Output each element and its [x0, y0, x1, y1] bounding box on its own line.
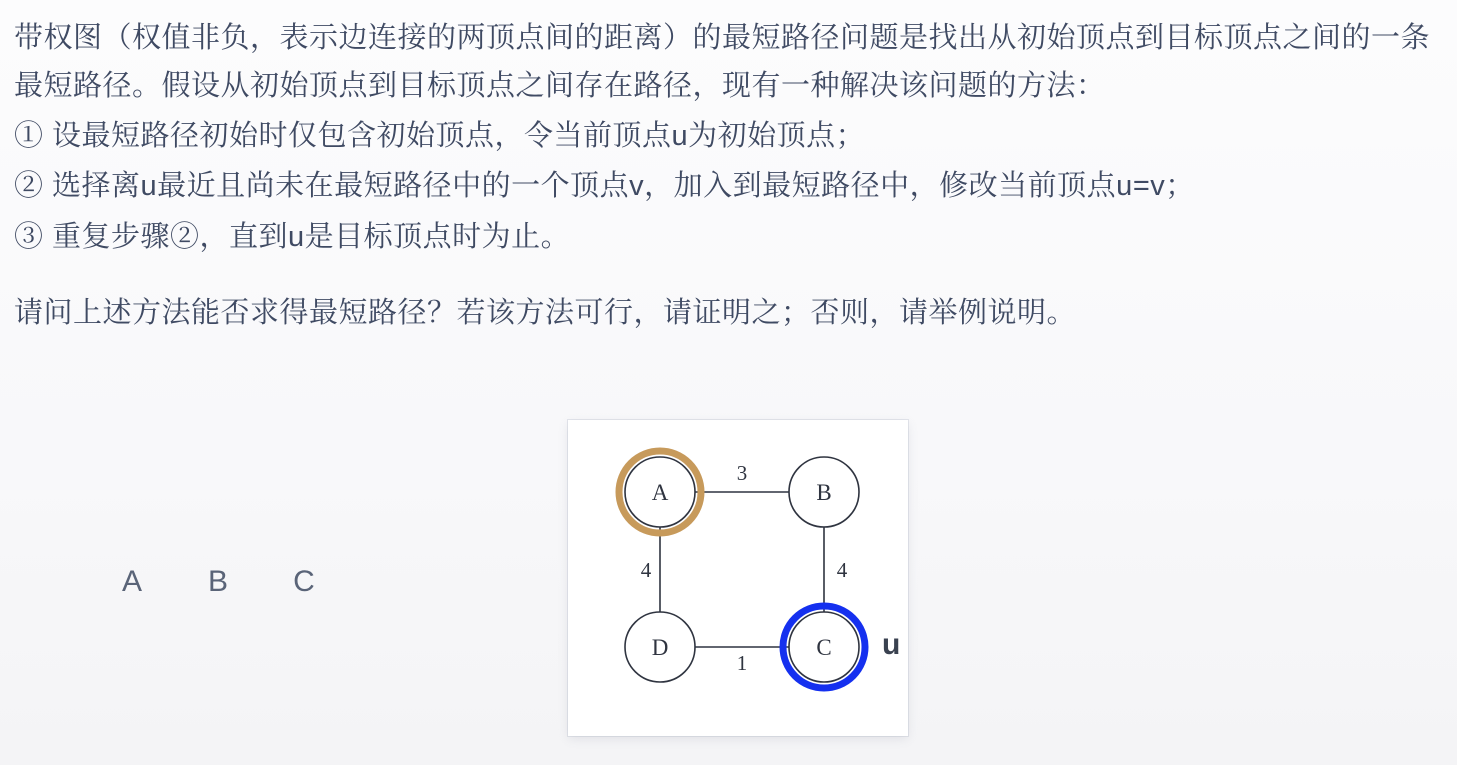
- weighted-graph-diagram: [568, 420, 908, 736]
- vertex-label-c: C: [293, 565, 315, 598]
- vertex-label-a: A: [121, 565, 142, 598]
- node-d-label: D: [651, 635, 669, 660]
- vertex-label-b: B: [207, 565, 228, 598]
- vertex-label-row: [118, 565, 378, 599]
- edge-weight-a-b: 3: [736, 461, 748, 485]
- edge-weight-a-d: 4: [640, 558, 652, 582]
- problem-step-1: ① 设最短路径初始时仅包含初始顶点，令当前顶点u为初始顶点；: [14, 120, 866, 153]
- node-a-label: A: [651, 480, 669, 505]
- edge-weight-b-c: 4: [836, 558, 848, 582]
- problem-question: 请问上述方法能否求得最短路径？若该方法可行，请证明之；否则，请举例说明。: [14, 296, 1077, 329]
- problem-step-2: ② 选择离u最近且尚未在最短路径中的一个顶点v，加入到最短路径中，修改当前顶点u=v；: [14, 170, 1195, 203]
- current-vertex-marker-label: u: [882, 628, 901, 661]
- problem-statement: [14, 14, 1444, 337]
- edge-weight-d-c: 1: [736, 651, 748, 675]
- node-b-label: B: [816, 480, 832, 505]
- node-c-label: C: [816, 635, 832, 660]
- problem-paragraph-1: 带权图（权值非负，表示边连接的两顶点间的距离）的最短路径问题是找出从初始顶点到目标顶点之间的一条最短路径。假设从初始顶点到目标顶点之间存在路径，现有一种解决该问题的方法：: [14, 22, 1431, 103]
- problem-step-3: ③ 重复步骤②，直到u是目标顶点时为止。: [14, 220, 571, 253]
